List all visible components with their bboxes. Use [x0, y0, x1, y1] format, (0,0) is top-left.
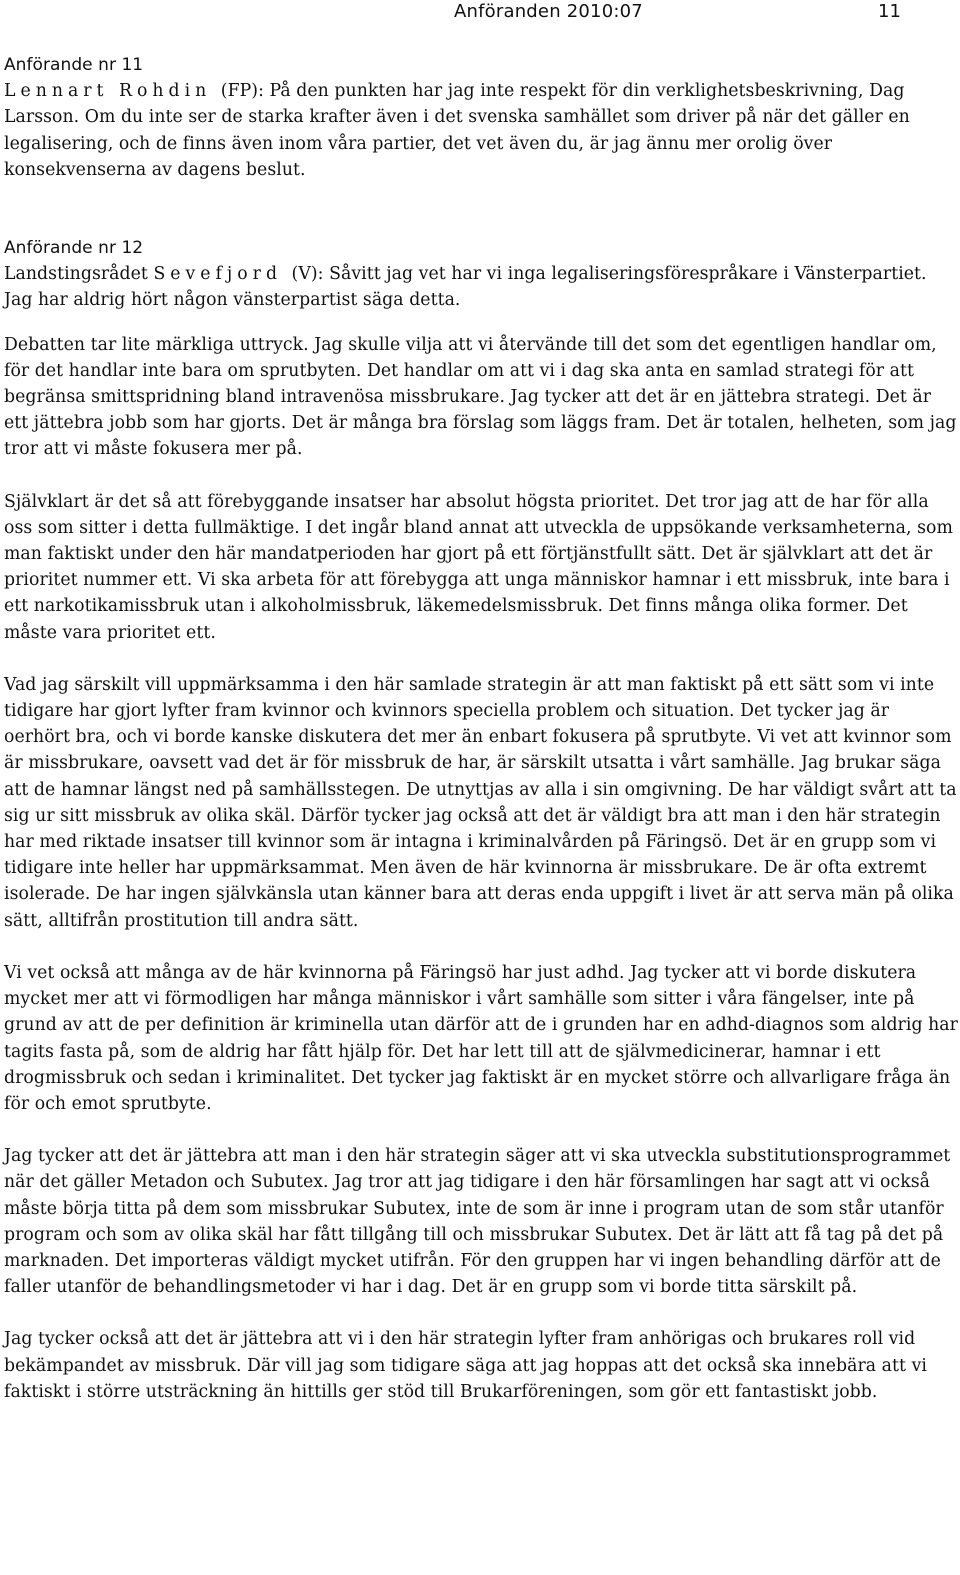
speech-opening-paragraph	[4, 78, 958, 183]
page-header	[0, 0, 960, 30]
paragraph-spacer	[4, 646, 958, 672]
paragraph: Jag tycker att det är jättebra att man i den här strategin säger att vi ska utveckla substitutionsprogrammet när det gäller Metadon och Subutex. Jag tror att jag tidigare i den här församlingen har sagt att vi också måste börja titta på dem som missbrukar Subutex, inte de som är inne i program utan de som står utanför program och som av olika skäl har fått tillgång till och missbrukar Subutex. Det är lätt att få tag på det på marknaden. Det importeras väldigt mycket utifrån. För den gruppen har vi ingen behandling därför att de faller utanför de behandlingsmetoder vi har i dag. Det är en grupp som vi borde titta särskilt på.	[4, 1146, 951, 1298]
speech-number: Anförande nr 12	[4, 238, 144, 259]
paragraph: Vi vet också att många av de här kvinnorna på Färingsö har just adhd. Jag tycker att vi borde diskutera mycket mer att vi förmodligen har många människor i vårt samhälle som sitter i våra fängelser, inte på grund av att de per definition är kriminella utan därför att de i grunden har en adhd-diagnos som aldrig har tagits fasta på, som de aldrig har fått hjälp för. Det har lett till att de självmedicinerar, hamnar i ett drogmissbruk och sedan i kriminalitet. Det tycker jag faktiskt är en mycket större och allvarligare fråga än för och emot sprutbyte.	[4, 962, 958, 1114]
speech-opening-paragraph	[4, 261, 958, 313]
publication-title: Anföranden 2010:07	[454, 1, 643, 22]
paragraph-spacer	[4, 314, 958, 332]
paragraph-spacer	[4, 463, 958, 489]
paragraph: Vad jag särskilt vill uppmärksamma i den här samlade strategin är att man faktiskt på ett sätt som vi inte tidigare har gjort lyfter fram kvinnor och kvinnors speciella problem och situation. Det tycker jag är oerhört bra, och vi borde kanske diskutera det mer än enbart fokusera på sprutbyte. Vi vet att kvinnor som är missbrukare, oavsett vad det är för missbruk de har, är särskilt utsatta i vårt samhälle. Jag brukar säga att de hamnar längst ned på samhällsstegen. De utnyttjas av alla i sin omgivning. De har väldigt svårt att ta sig ur sitt missbruk av olika skäl. Därför tycker jag också att det är väldigt bra att man i den här strategin har med riktade insatser till kvinnor som är intagna i kriminalvården på Färingsö. Det är en grupp som vi tidigare inte heller har uppmärksammat. Men även de här kvinnorna är missbrukare. De är ofta extremt isolerade. De har ingen självkänsla utan känner bara att deras enda uppgift i livet är att serva män på olika sätt, alltifrån prostitution till andra sätt.	[4, 674, 957, 931]
section-spacer	[4, 183, 958, 235]
speech-11	[4, 52, 958, 183]
page-number: 11	[878, 1, 901, 22]
speech-opening-text: (V): Såvitt jag vet har vi inga legaliseringsförespråkare i Vänsterpartiet. Jag har aldrig hört någon vänsterpartist säga detta.	[4, 264, 927, 311]
paragraph-spacer	[4, 934, 958, 960]
speech-number: Anförande nr 11	[4, 55, 144, 75]
speaker-name: Lennart Rohdin	[4, 81, 212, 102]
speech-opening-text: (FP): På den punkten har jag inte respekt för din verklighetsbeskrivning, Dag Larsson. Om du inte ser de starka krafter även i det svenska samhället som driver på när det gäller en legalisering, och de finns även inom våra partier, det vet även du, är jag ännu mer orolig över konsekvenserna av dagens beslut.	[4, 81, 910, 180]
speech-12	[4, 235, 958, 1405]
document-body	[4, 52, 958, 1405]
paragraph-spacer	[4, 1117, 958, 1143]
paragraph: Självklart är det så att förebyggande insatser har absolut högsta prioritet. Det tror jag att de har för alla oss som sitter i detta fullmäktige. I det ingår bland annat att utveckla de uppsökande verksamheterna, som man faktiskt under den här mandatperioden har gjort på ett förtjänstfullt sätt. Det är självklart att det är prioritet nummer ett. Vi ska arbeta för att förebygga att unga människor hamnar i ett missbruk, inte bara i ett narkotikamissbruk utan i alkoholmissbruk, läkemedelsmissbruk. Det finns många olika former. Det måste vara prioritet ett.	[4, 491, 953, 643]
paragraph: Jag tycker också att det är jättebra att vi i den här strategin lyfter fram anhörigas och brukares roll vid bekämpandet av missbruk. Där vill jag som tidigare säga att jag hoppas att det också ska innebära att vi faktiskt i större utsträckning än hittills ger stöd till Brukarföreningen, som gör ett fantastiskt jobb.	[4, 1329, 927, 1402]
paragraph: Debatten tar lite märkliga uttryck. Jag skulle vilja att vi återvände till det som det egentligen handlar om, för det handlar inte bara om sprutbyten. Det handlar om att vi i dag ska anta en samlad strategi för att begränsa smittspridning bland intravenösa missbrukare. Jag tycker att det är en jättebra strategi. Det är ett jättebra jobb som har gjorts. Det är många bra förslag som läggs fram. Det är totalen, helheten, som jag tror att vi måste fokusera mer på.	[4, 334, 957, 460]
speaker-title: Landstingsrådet	[4, 264, 154, 285]
paragraph-spacer	[4, 1300, 958, 1326]
speaker-name: Sevefjord	[153, 264, 283, 285]
